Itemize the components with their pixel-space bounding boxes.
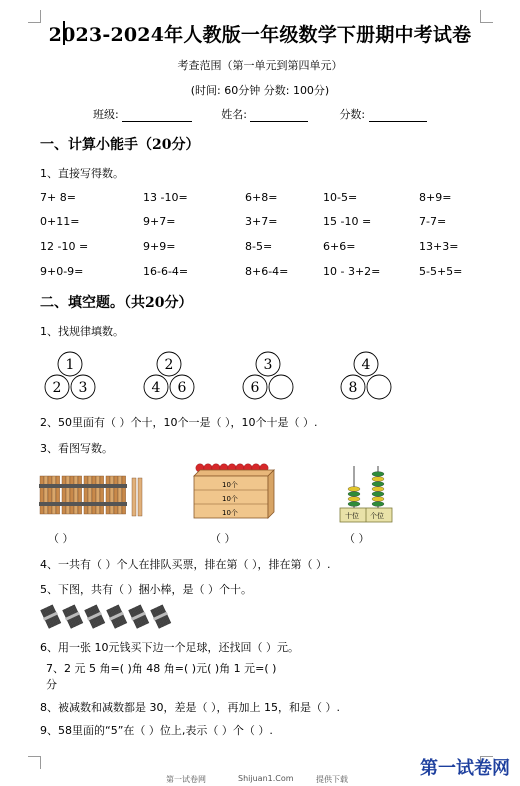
footer-middle: Shijuan1.Com xyxy=(238,774,294,783)
stick-bundle xyxy=(39,476,61,514)
calc-problem: 7-7= xyxy=(419,215,447,228)
small-stick-bundle xyxy=(106,604,128,628)
stick-bundle xyxy=(61,476,83,514)
abacus-bead xyxy=(372,487,384,492)
calc-problem: 9+7= xyxy=(143,215,176,228)
circle-number: 8 xyxy=(348,380,358,396)
question-1: 1、直接写得数。 xyxy=(40,167,124,180)
calc-problem: 3+7= xyxy=(245,215,278,228)
question-2-7-cont: 分 xyxy=(46,678,57,691)
abacus-bead xyxy=(348,487,360,492)
abacus-bead xyxy=(372,502,384,507)
circle-number: 4 xyxy=(151,380,161,396)
ones-label: 个位 xyxy=(370,512,384,520)
abacus-bead xyxy=(372,482,384,487)
calc-problem: 16-6-4= xyxy=(143,265,189,278)
question-2-9: 9、58里面的“5”在（ ）位上,表示（ ）个（ ）. xyxy=(40,724,273,737)
crate-label: 10个 xyxy=(222,495,238,503)
small-stick-bundle xyxy=(128,604,150,628)
question-2-4: 4、一共有（ ）个人在排队买票，排在第（ ），排在第（ ）. xyxy=(40,558,331,571)
question-2-2: 2、50里面有（ ）个十，10个一是（ ），10个十是（ ）. xyxy=(40,416,318,429)
circle-number: 3 xyxy=(78,380,88,396)
calc-problem: 15 -10 = xyxy=(323,215,372,228)
small-stick-bundle xyxy=(84,604,106,628)
small-stick-bundle xyxy=(62,604,84,628)
calc-problem: 9+0-9= xyxy=(40,265,84,278)
calc-problem: 10 - 3+2= xyxy=(323,265,381,278)
answer-blank[interactable]: （ ） xyxy=(344,532,370,545)
calc-problem: 12 -10 = xyxy=(40,240,89,253)
calc-problem: 13+3= xyxy=(419,240,459,253)
small-stick-bundle xyxy=(40,604,62,628)
apple-crate-picture xyxy=(190,462,274,520)
abacus-bead xyxy=(348,502,360,507)
circle-number: 1 xyxy=(65,357,75,373)
corner-mark xyxy=(28,756,41,769)
circle-number: 3 xyxy=(263,357,273,373)
info-fields xyxy=(93,106,427,122)
calc-problem: 13 -10= xyxy=(143,191,188,204)
exam-scope: 考查范围（第一单元到第四单元） xyxy=(177,59,343,72)
tens-label: 十位 xyxy=(345,512,359,520)
stick-bundle xyxy=(105,476,127,514)
circle-number: 6 xyxy=(177,380,187,396)
class-label: 班级: xyxy=(93,108,119,121)
calc-problem: 8-5= xyxy=(245,240,273,253)
stick-bundles-picture xyxy=(40,472,160,518)
circle-number: 6 xyxy=(250,380,260,396)
question-2-8: 8、被减数和减数都是 30，差是（ ），再加上 15，和是（ ）. xyxy=(40,701,340,714)
abacus-bead xyxy=(372,497,384,502)
number-circle xyxy=(367,375,391,399)
calc-problem: 9+9= xyxy=(143,240,176,253)
calc-problem: 8+9= xyxy=(419,191,452,204)
calc-problem: 0+11= xyxy=(40,215,80,228)
footer-right: 提供下载 xyxy=(316,775,348,784)
calc-problem: 7+ 8= xyxy=(40,191,76,204)
abacus-bead xyxy=(372,472,384,477)
circle-group xyxy=(338,351,394,401)
circle-number: 2 xyxy=(52,380,62,396)
question-2-7: 7、2 元 5 角=( )角 48 角=( )元( )角 1 元=( ) xyxy=(46,662,277,675)
circle-group xyxy=(141,351,197,401)
question-2-6: 6、用一张 10元钱买下边一个足球，还找回（ ）元。 xyxy=(40,641,299,654)
section1-heading: 一、计算小能手（20分） xyxy=(40,137,200,153)
name-label: 姓名: xyxy=(221,108,247,121)
abacus-bead xyxy=(372,492,384,497)
brand-logo: 第一试卷网 xyxy=(420,758,510,779)
question-2-5: 5、下图，共有（ ）捆小棒，是（ ）个十。 xyxy=(40,583,252,596)
circle-number: 2 xyxy=(164,357,174,373)
small-bundles-picture xyxy=(44,604,184,630)
calc-problem: 10-5= xyxy=(323,191,358,204)
calc-problem: 6+6= xyxy=(323,240,356,253)
circle-number: 4 xyxy=(361,357,371,373)
circle-group xyxy=(42,351,98,401)
question-2-1: 1、找规律填数。 xyxy=(40,325,124,338)
question-2-3: 3、看图写数。 xyxy=(40,442,113,455)
single-stick xyxy=(138,478,142,516)
number-circle xyxy=(269,375,293,399)
time-score: (时间: 60分钟 分数: 100分) xyxy=(190,84,330,97)
single-stick xyxy=(132,478,136,516)
stick-bundle xyxy=(83,476,105,514)
score-field[interactable] xyxy=(369,109,427,122)
calc-problem: 6+8= xyxy=(245,191,278,204)
class-field[interactable] xyxy=(122,109,192,122)
footer-left: 第一试卷网 xyxy=(166,775,206,784)
calc-problem: 5-5+5= xyxy=(419,265,463,278)
abacus-bead xyxy=(348,492,360,497)
answer-blank[interactable]: （ ） xyxy=(48,532,74,545)
abacus-bead xyxy=(372,477,384,482)
crate-label: 10个 xyxy=(222,481,238,489)
abacus-picture xyxy=(338,462,394,524)
crate-label: 10个 xyxy=(222,509,238,517)
section2-heading: 二、填空题。（共20分） xyxy=(40,295,193,311)
answer-blank[interactable]: （ ） xyxy=(210,532,236,545)
small-stick-bundle xyxy=(150,604,172,628)
page-title: 2023-2024年人教版一年级数学下册期中考试卷 xyxy=(48,24,472,46)
score-label: 分数: xyxy=(339,108,366,121)
circle-group xyxy=(240,351,296,401)
calc-problem: 8+6-4= xyxy=(245,265,289,278)
name-field[interactable] xyxy=(250,109,308,122)
abacus-bead xyxy=(348,497,360,502)
